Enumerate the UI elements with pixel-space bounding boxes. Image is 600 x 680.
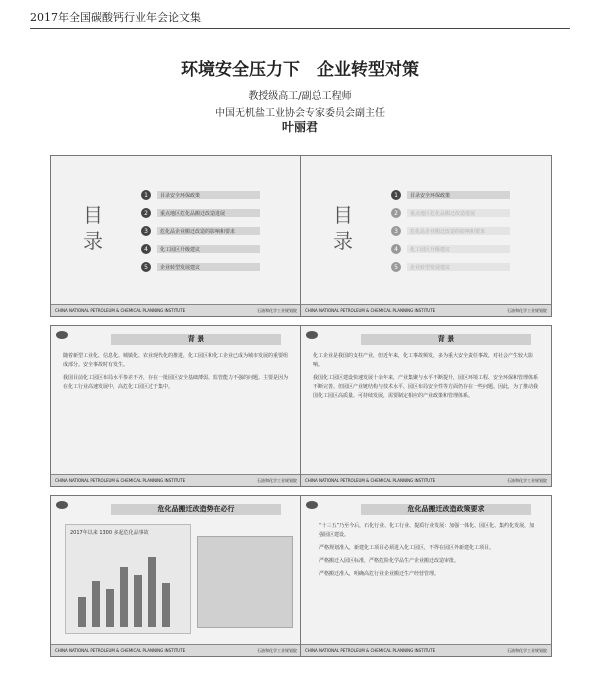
slide-paragraph: 严格搬迁入园区标准，严格危险化学品生产企业搬迁改造审批。 bbox=[319, 558, 460, 564]
toc-item: 5 企业转型发展建议 bbox=[141, 258, 260, 276]
slide-paragraph: “十三五”乃至今后，石化行业、化工行业、提质行业发展：加强一体化、园区化、集约化发展，加强园区建设。 bbox=[319, 523, 535, 538]
slide-policy bbox=[300, 495, 552, 657]
slide-title: 危化品搬迁改造政策要求 bbox=[361, 504, 531, 515]
figure-photo bbox=[197, 536, 293, 628]
slide-paragraph: 严格规划准入，新建化工项目必须进入化工园区，不得在园区外新建化工项目。 bbox=[319, 545, 495, 551]
figure-bar bbox=[78, 597, 86, 627]
figure-caption: 2017年以来 1300 多起危化品事故 bbox=[70, 530, 149, 536]
logo-icon bbox=[56, 331, 68, 339]
figure-bar bbox=[106, 589, 114, 627]
toc-item: 2 重点地区危化品搬迁改造进展 bbox=[141, 204, 260, 222]
page-header: 2017年全国碳酸钙行业年会论文集 bbox=[30, 10, 570, 29]
slide-footer: CHINA NATIONAL PETROLEUM & CHEMICAL PLANNING INSTITUTE 石油和化学工业规划院 bbox=[301, 474, 551, 486]
slide-footer: CHINA NATIONAL PETROLEUM & CHEMICAL PLANNING INSTITUTE 石油和化学工业规划院 bbox=[51, 474, 301, 486]
logo-icon bbox=[56, 501, 68, 509]
slide-background-2 bbox=[300, 325, 552, 487]
slide-footer: CHINA NATIONAL PETROLEUM & CHEMICAL PLANNING INSTITUTE 石油和化学工业规划院 bbox=[301, 644, 551, 656]
toc-item: 3 危化品企业搬迁改造的影响和要求 bbox=[391, 222, 510, 240]
figure-bar bbox=[148, 557, 156, 627]
toc-item: 1 目录安全环保政策 bbox=[391, 186, 510, 204]
toc-item: 2 重点地区危化品搬迁改造进展 bbox=[391, 204, 510, 222]
slide-paragraph: 我国目前化工园区布局水平参差不齐，存在一批园区安全基础薄弱、监管能力不强的问题。主要是因为在化工行业高速发展中，高危化工园区过于集中。 bbox=[63, 375, 289, 390]
slide-footer: CHINA NATIONAL PETROLEUM & CHEMICAL PLANNING INSTITUTE 石油和化学工业规划院 bbox=[51, 644, 301, 656]
figure-bar bbox=[134, 575, 142, 627]
slide-toc-1 bbox=[50, 155, 302, 317]
accident-figure bbox=[65, 524, 191, 634]
slide-title: 危化品搬迁改造势在必行 bbox=[111, 504, 281, 515]
slide-paragraph: 我国化工园区建设快速发展十余年来，产业集聚与水平不断提升，园区环境工程、安全环保和管理体系不断完善。但园区产业链结构与技术水平、园区布局安全性等方面仍存在一些问题。因此，为了推动我国化工园区高质量、可持续发展，需要制定相应的产业政策和管理体系。 bbox=[313, 375, 539, 399]
slide-body bbox=[313, 352, 541, 405]
slide-footer: CHINA NATIONAL PETROLEUM & CHEMICAL PLANNING INSTITUTE 石油和化学工业规划院 bbox=[51, 304, 301, 316]
slide-relocation bbox=[50, 495, 302, 657]
toc-item: 4 化工园区升级建议 bbox=[141, 240, 260, 258]
toc-item: 1 目录安全环保政策 bbox=[141, 186, 260, 204]
author-affiliation: 中国无机盐工业协会专家委员会副主任 bbox=[215, 108, 385, 119]
toc-item: 4 化工园区升级建议 bbox=[391, 240, 510, 258]
toc-list bbox=[391, 186, 510, 276]
figure-bar bbox=[162, 583, 170, 627]
figure-bar bbox=[120, 567, 128, 627]
logo-icon bbox=[306, 331, 318, 339]
slide-body bbox=[319, 522, 537, 583]
author-position: 教授级高工/副总工程师 bbox=[248, 91, 352, 102]
slide-title: 背 景 bbox=[361, 334, 531, 345]
slide-paragraph: 随着新型工业化、信息化、城镇化、农业现代化的推进，化工园区和化工企业已成为城市发展的重要组成部分。安全事故时有发生。 bbox=[63, 353, 289, 368]
slide-paragraph: 化工企业是我国的支柱产业，但近年来，化工事故频发，多为重大安全责任事故，对社会产生较大影响。 bbox=[313, 353, 534, 368]
author-name: 叶丽君 bbox=[281, 120, 318, 134]
paper-title: 环境安全压力下 企业转型对策 bbox=[181, 60, 419, 80]
slide-toc-2 bbox=[300, 155, 552, 317]
slide-body bbox=[63, 352, 291, 396]
toc-item: 3 危化品企业搬迁改造的影响和要求 bbox=[141, 222, 260, 240]
toc-list bbox=[141, 186, 260, 276]
figure-bar bbox=[92, 581, 100, 627]
slide-title: 背 景 bbox=[111, 334, 281, 345]
logo-icon bbox=[306, 501, 318, 509]
slide-footer: CHINA NATIONAL PETROLEUM & CHEMICAL PLANNING INSTITUTE 石油和化学工业规划院 bbox=[301, 304, 551, 316]
toc-item: 5 企业转型发展建议 bbox=[391, 258, 510, 276]
slide-paragraph: 严格搬迁准入，明确高危行业企业搬迁生产经营管理。 bbox=[319, 571, 440, 577]
slide-background-1 bbox=[50, 325, 302, 487]
toc-label: 目录 bbox=[333, 203, 353, 253]
toc-label: 目录 bbox=[83, 203, 103, 253]
